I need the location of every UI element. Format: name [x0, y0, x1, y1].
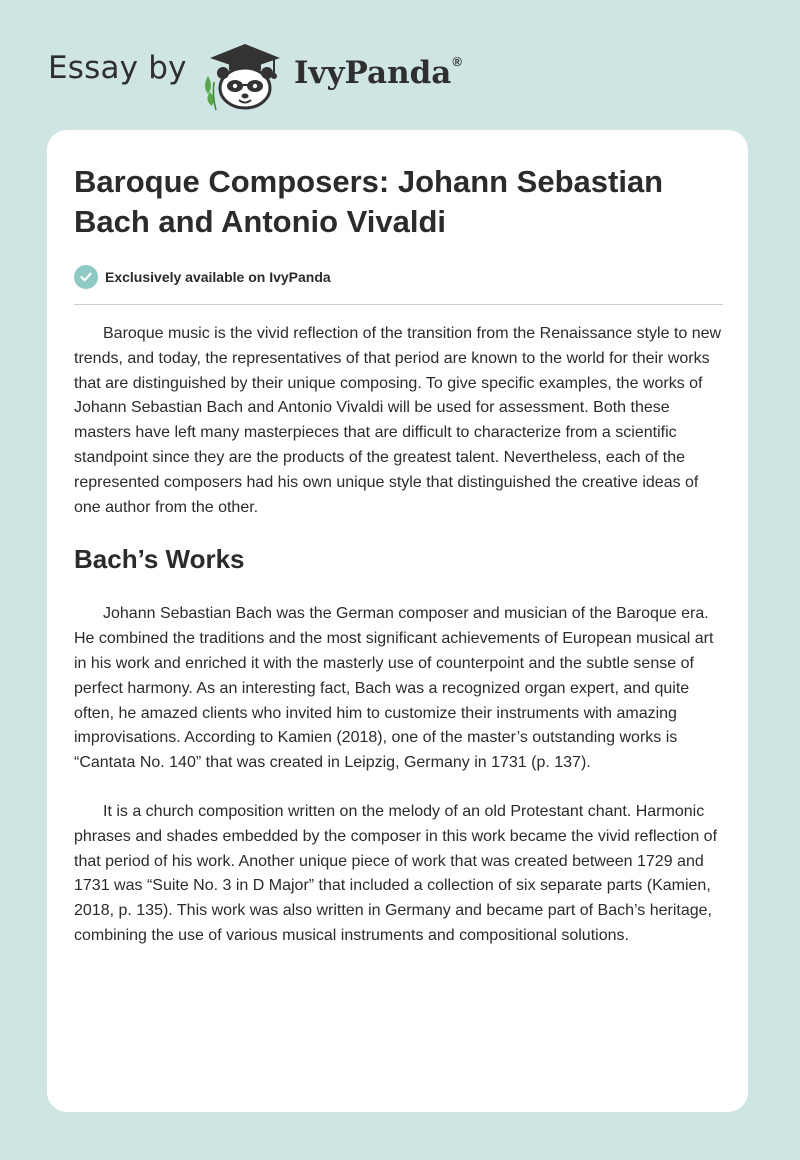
intro-paragraph: Baroque music is the vivid reflection of the transition from the Renaissance style to new trends, and today, the representatives of that period are known to the world for their works that are distinguished by their unique composing. To give specific examples, the works of Johann Sebastian Bach and Antonio Vivaldi will be used for assessment. Both these masters have left many masterpieces that are difficult to characterize from a scientific standpoint since they are the products of the greatest talent. Nevertheless, each of the represented composers had his own unique style that distinguished the creative ideas of one author from the other. [74, 325, 722, 516]
check-icon [74, 265, 98, 289]
section-heading: Bach’s Works [74, 544, 245, 575]
site-header [48, 30, 648, 110]
section-paragraph: Johann Sebastian Bach was the German composer and musician of the Baroque era. He combined the traditions and the most significant achievements of European musical art in his work and enriched it with the masterly use of counterpoint and the subtle sense of perfect harmony. As an interesting fact, Bach was a recognized organ expert, and quite often, he amazed clients who invited him to customize their instruments with amazing improvisations. According to Kamien (2018), one of the master’s outstanding works is “Cantata No. 140” that was created in Leipzig, Germany in 1731 (p. 137). [74, 605, 714, 772]
badge-label: Exclusively available on IvyPanda [105, 269, 331, 285]
section-paragraph: It is a church composition written on the melody of an old Protestant chant. Harmonic phrases and shades embedded by the composer in this work became the vivid reflection of that period of his work. Another unique piece of work that was created between 1729 and 1731 was “Suite No. 3 in D Major” that included a collection of six separate parts (Kamien, 2018, p. 135). This work was also written in Germany and became part of Bach’s heritage, combining the use of various musical instruments and compositional solutions. [74, 802, 718, 944]
exclusive-badge [74, 262, 724, 292]
brand-name[interactable]: IvyPanda® [294, 54, 462, 91]
panda-graduation-cap-logo[interactable] [200, 36, 290, 112]
article-content [74, 162, 724, 949]
essay-by-label: Essay by [48, 50, 187, 86]
registered-mark: ® [452, 54, 462, 69]
article-card [47, 130, 748, 1112]
article-title: Baroque Composers: Johann Sebastian Bach and Antonio Vivaldi [74, 164, 664, 239]
divider [74, 304, 723, 305]
